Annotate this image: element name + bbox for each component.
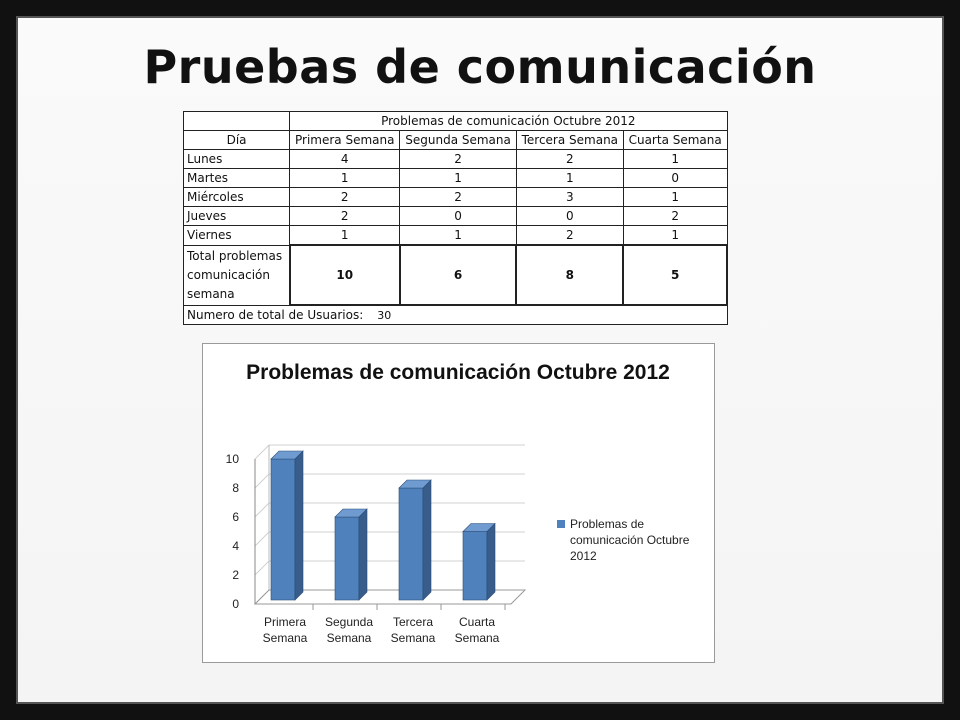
bar-side [423,480,431,600]
row-day: Martes [184,169,290,188]
table-row [184,207,728,226]
row-value: 1 [623,188,727,207]
bar-side [295,451,303,600]
bar-chart [203,344,714,662]
row-value: 1 [400,169,517,188]
row-day: Lunes [184,150,290,169]
chart-container [202,343,715,663]
table-row [184,226,728,246]
users-value: 30 [377,309,392,322]
legend-label: Problemas de comunicación Octubre 2012 [570,517,690,563]
table-row [184,188,728,207]
slide-title: Pruebas de comunicación [143,40,817,94]
total-label-line: semana [187,286,235,301]
row-day: Miércoles [184,188,290,207]
row-value: 1 [290,226,400,246]
header-day: Día [184,131,290,150]
row-value: 1 [623,226,727,246]
bar-side [359,509,367,600]
row-value: 2 [290,207,400,226]
row-value: 1 [623,150,727,169]
row-value: 0 [516,207,623,226]
table-header-row [184,131,728,150]
users-label: Numero de total de Usuarios: [187,308,364,322]
x-tick-label: Semana [390,631,436,645]
y-tick-label: 4 [232,539,239,553]
gridline-depth [255,561,269,575]
legend-swatch [557,520,565,528]
chart-legend [557,516,707,564]
row-value: 0 [623,169,727,188]
bar [335,517,359,600]
total-value: 5 [623,245,727,305]
table-caption-row [184,112,728,131]
x-tick-label: Segunda [324,615,374,629]
row-value: 2 [516,150,623,169]
y-tick-label: 2 [232,568,239,582]
row-day: Viernes [184,226,290,246]
chart-title: Problemas de comunicación Octubre 2012 [246,361,670,384]
gridline-depth [255,474,269,488]
x-tick-label: Semana [262,631,308,645]
y-tick-label: 6 [232,510,239,524]
row-value: 4 [290,150,400,169]
table-total-row [184,245,728,305]
row-value: 2 [623,207,727,226]
row-value: 1 [400,226,517,246]
row-value: 2 [516,226,623,246]
x-tick-label: Semana [454,631,500,645]
table-users-row [184,305,728,325]
table-row [184,150,728,169]
bar-side [487,524,495,601]
total-value: 8 [516,245,623,305]
x-tick-label: Semana [326,631,372,645]
users-cell [184,305,728,325]
header-week: Tercera Semana [516,131,623,150]
x-tick-label: Tercera [392,615,434,629]
header-week: Segunda Semana [400,131,517,150]
x-tick-label: Primera [263,615,307,629]
table-caption-blank [184,112,290,131]
gridline-depth [255,532,269,546]
gridline-depth [255,503,269,517]
row-value: 1 [516,169,623,188]
data-table [183,111,728,325]
header-week: Primera Semana [290,131,400,150]
y-tick-label: 10 [225,452,239,466]
row-value: 2 [400,150,517,169]
total-label-line: comunicación [187,267,271,282]
bar [271,459,295,600]
table-caption: Problemas de comunicación Octubre 2012 [290,112,727,131]
x-tick-label: Cuarta [458,615,496,629]
gridline-depth [255,445,269,459]
total-value: 10 [290,245,400,305]
total-value: 6 [400,245,517,305]
row-value: 3 [516,188,623,207]
bar [399,488,423,600]
row-value: 2 [290,188,400,207]
row-day: Jueves [184,207,290,226]
table-row [184,169,728,188]
total-label [184,245,290,305]
header-week: Cuarta Semana [623,131,727,150]
y-tick-label: 0 [232,597,239,611]
row-value: 0 [400,207,517,226]
row-value: 1 [290,169,400,188]
row-value: 2 [400,188,517,207]
y-tick-label: 8 [232,481,239,495]
bar [463,532,487,601]
total-label-line: Total problemas [187,248,283,263]
